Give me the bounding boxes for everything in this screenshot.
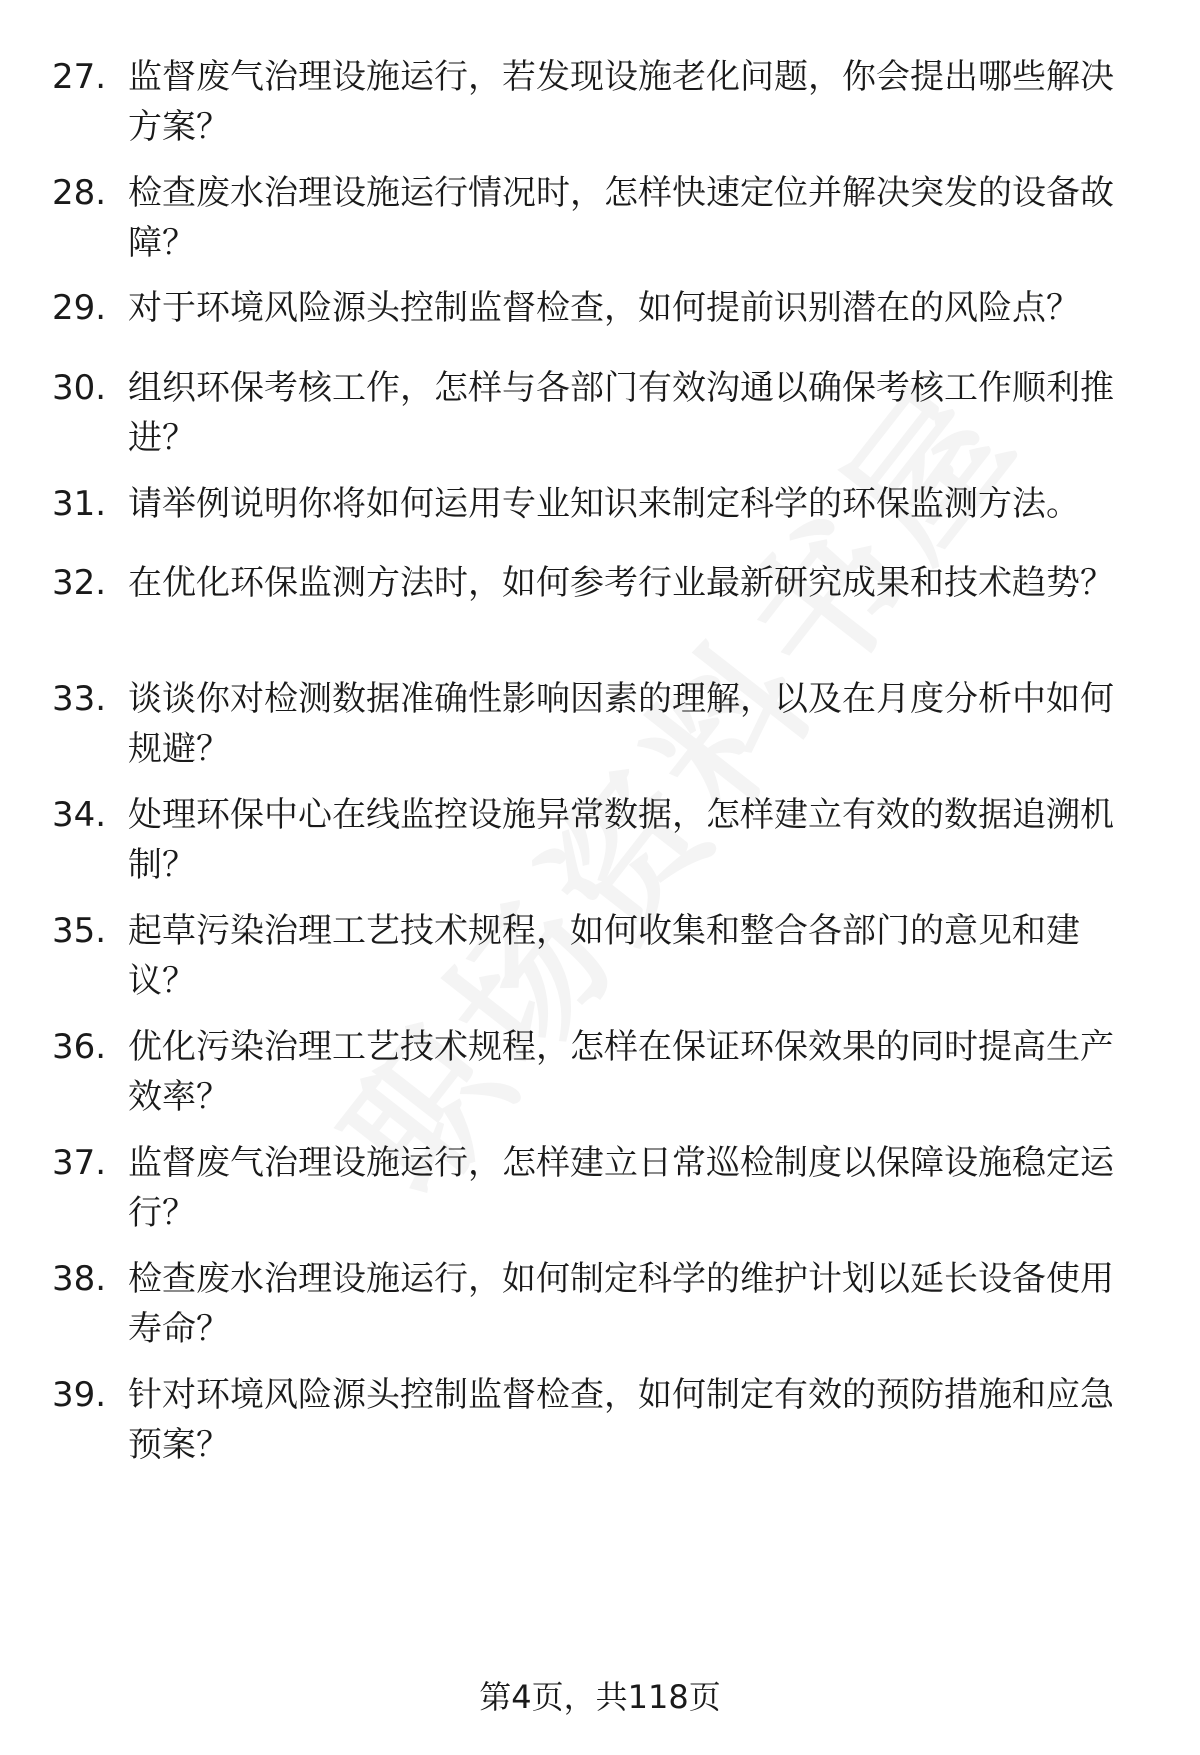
question-number: 27. bbox=[52, 57, 107, 97]
question-text: 对于环境风险源头控制监督检查，如何提前识别潜在的风险点？ bbox=[128, 288, 1080, 328]
question-number: 33. bbox=[52, 679, 107, 719]
question-number: 34. bbox=[52, 795, 107, 835]
question-text: 谈谈你对检测数据准确性影响因素的理解，以及在月度分析中如何规避？ bbox=[128, 679, 1114, 769]
question-number: 31. bbox=[52, 484, 107, 524]
question-number: 29. bbox=[52, 288, 107, 328]
question-number: 37. bbox=[52, 1143, 107, 1183]
question-number: 28. bbox=[52, 173, 107, 213]
question-text: 检查废水治理设施运行情况时，怎样快速定位并解决突发的设备故障？ bbox=[128, 173, 1114, 263]
question-number: 30. bbox=[52, 368, 107, 408]
question-text: 针对环境风险源头控制监督检查，如何制定有效的预防措施和应急预案？ bbox=[128, 1375, 1114, 1465]
question-number: 35. bbox=[52, 911, 107, 951]
question-text: 监督废气治理设施运行，若发现设施老化问题，你会提出哪些解决方案？ bbox=[128, 57, 1114, 147]
page-number: 第4页，共118页 bbox=[479, 1678, 721, 1716]
question-text: 在优化环保监测方法时，如何参考行业最新研究成果和技术趋势？ bbox=[128, 563, 1114, 603]
question-number: 38. bbox=[52, 1259, 107, 1299]
question-text: 优化污染治理工艺技术规程，怎样在保证环保效果的同时提高生产效率？ bbox=[128, 1027, 1114, 1117]
question-number: 32. bbox=[52, 563, 107, 603]
question-text: 请举例说明你将如何运用专业知识来制定科学的环保监测方法。 bbox=[128, 484, 1080, 524]
question-text: 起草污染治理工艺技术规程，如何收集和整合各部门的意见和建议？ bbox=[128, 911, 1080, 1001]
question-number: 39. bbox=[52, 1375, 107, 1415]
question-text: 监督废气治理设施运行，怎样建立日常巡检制度以保障设施稳定运行？ bbox=[128, 1143, 1114, 1233]
question-text: 处理环保中心在线监控设施异常数据，怎样建立有效的数据追溯机制？ bbox=[128, 795, 1114, 885]
question-text: 组织环保考核工作，怎样与各部门有效沟通以确保考核工作顺利推进？ bbox=[128, 368, 1114, 458]
question-number: 36. bbox=[52, 1027, 107, 1067]
question-text: 检查废水治理设施运行，如何制定科学的维护计划以延长设备使用寿命？ bbox=[128, 1259, 1114, 1349]
